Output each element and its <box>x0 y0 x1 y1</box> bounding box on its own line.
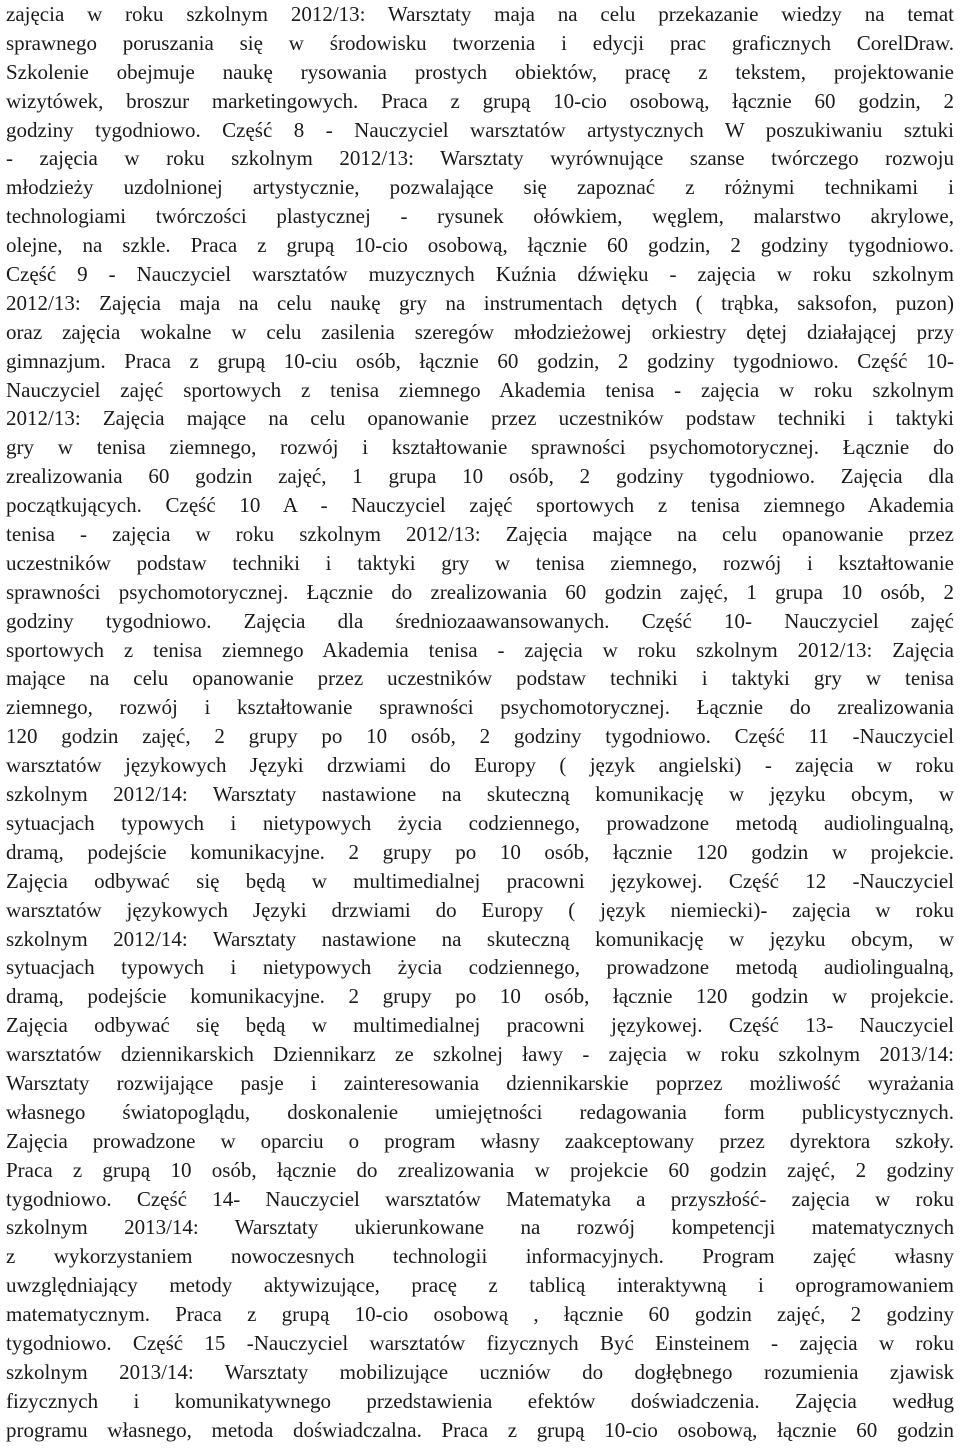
text-line: warsztatów językowych Języki drzwiami do Europy ( język angielski) - zajęcia w roku <box>6 753 954 778</box>
text-line: godziny tygodniowo. Część 8 - Nauczyciel warsztatów artystycznych W poszukiwaniu sztuki <box>6 117 954 142</box>
text-line: matematycznym. Praca z grupą 10-cio osobową , łącznie 60 godzin zajęć, 2 godziny <box>6 1302 954 1327</box>
text-line: dramą, podejście komunikacyjne. 2 grupy po 10 osób, łącznie 120 godzin w projekcie. <box>6 839 954 864</box>
text-line: warsztatów językowych Języki drzwiami do Europy ( język niemiecki)- zajęcia w roku <box>6 897 954 922</box>
text-line: - zajęcia w roku szkolnym 2012/13: Warsztaty wyrównujące szanse twórczego rozwoju <box>6 146 954 171</box>
text-line: uwzględniający metody aktywizujące, pracę z tablicą interaktywną i oprogramowaniem <box>6 1273 954 1298</box>
text-line: szkolnym 2012/14: Warsztaty nastawione na skuteczną komunikację w języku obcym, w <box>6 782 954 807</box>
text-line: szkolnym 2012/14: Warsztaty nastawione na skuteczną komunikację w języku obcym, w <box>6 926 954 951</box>
text-line: z wykorzystaniem nowoczesnych technologii informacyjnych. Program zajęć własny <box>6 1244 954 1269</box>
text-line: zrealizowania 60 godzin zajęć, 1 grupa 10 osób, 2 godziny tygodniowo. Zajęcia dla <box>6 464 954 489</box>
text-line: początkujących. Część 10 A - Nauczyciel zajęć sportowych z tenisa ziemnego Akademia <box>6 493 954 518</box>
text-line: Szkolenie obejmuje naukę rysowania prostych obiektów, pracę z tekstem, projektowanie <box>6 59 954 84</box>
text-line: sytuacjach typowych i nietypowych życia codziennego, prowadzone metodą audiolingualną, <box>6 955 954 980</box>
text-line: szkolnym 2013/14: Warsztaty mobilizujące uczniów do dogłębnego rozumienia zjawisk <box>6 1359 954 1384</box>
text-line: Część 9 - Nauczyciel warsztatów muzycznych Kuźnia dźwięku - zajęcia w roku szkolnym <box>6 262 954 287</box>
text-line: uczestników podstaw techniki i taktyki gry w tenisa ziemnego, rozwój i kształtowanie <box>6 550 954 575</box>
text-line: Nauczyciel zajęć sportowych z tenisa ziemnego Akademia tenisa - zajęcia w roku szkolnym <box>6 377 954 402</box>
text-line: zajęcia w roku szkolnym 2012/13: Warsztaty maja na celu przekazanie wiedzy na temat <box>6 2 954 26</box>
text-line: Warsztaty rozwijające pasje i zainteresowania dziennikarskie poprzez możliwość wyrażania <box>6 1070 954 1095</box>
text-line: sportowych z tenisa ziemnego Akademia tenisa - zajęcia w roku szkolnym 2012/13: Zajęcia <box>6 637 954 662</box>
text-line: młodzieży uzdolnionej artystycznie, pozwalające się zapoznać z różnymi technikami i <box>6 175 954 200</box>
text-line: własnego światopoglądu, doskonalenie umiejętności redagowania form publicystycznych. <box>6 1099 954 1124</box>
text-line: godziny tygodniowo. Zajęcia dla średniozaawansowanych. Część 10- Nauczyciel zajęć <box>6 608 954 633</box>
text-line: tygodniowo. Część 15 -Nauczyciel warsztatów fizycznych Być Einsteinem - zajęcia w roku <box>6 1330 954 1355</box>
text-line: gry w tenisa ziemnego, rozwój i kształtowanie sprawności psychomotorycznej. Łącznie do <box>6 435 954 460</box>
text-line: wizytówek, broszur marketingowych. Praca z grupą 10-cio osobową, łącznie 60 godzin, 2 <box>6 88 954 113</box>
text-line: technologiami twórczości plastycznej - rysunek ołówkiem, węglem, malarstwo akrylowe, <box>6 204 954 229</box>
text-line: 2012/13: Zajęcia mające na celu opanowanie przez uczestników podstaw techniki i taktyki <box>6 406 954 431</box>
body-text <box>6 0 954 1445</box>
text-line: warsztatów dziennikarskich Dziennikarz ze szkolnej ławy - zajęcia w roku szkolnym 2013/14: <box>6 1042 954 1067</box>
text-line: fizycznych i komunikatywnego przedstawienia efektów doświadczenia. Zajęcia według <box>6 1388 954 1413</box>
text-line: sytuacjach typowych i nietypowych życia codziennego, prowadzone metodą audiolingualną, <box>6 810 954 835</box>
text-line: tygodniowo. Część 14- Nauczyciel warsztatów Matematyka a przyszłość- zajęcia w roku <box>6 1186 954 1211</box>
text-line: dramą, podejście komunikacyjne. 2 grupy po 10 osób, łącznie 120 godzin w projekcie. <box>6 984 954 1009</box>
text-line: Praca z grupą 10 osób, łącznie do zrealizowania w projekcie 60 godzin zajęć, 2 godziny <box>6 1157 954 1182</box>
text-line: Zajęcia odbywać się będą w multimedialnej pracowni językowej. Część 12 -Nauczyciel <box>6 868 954 893</box>
text-line: sprawnego poruszania się w środowisku tworzenia i edycji prac graficznych CorelDraw. <box>6 30 954 55</box>
text-line: sprawności psychomotorycznej. Łącznie do zrealizowania 60 godzin zajęć, 1 grupa 10 osób, 2 <box>6 579 954 604</box>
text-line: oraz zajęcia wokalne w celu zasilenia szeregów młodzieżowej orkiestry dętej działającej przy <box>6 319 954 344</box>
text-line: programu własnego, metoda doświadczalna. Praca z grupą 10-cio osobową, łącznie 60 godzin <box>6 1417 954 1442</box>
text-line: mające na celu opanowanie przez uczestników podstaw techniki i taktyki gry w tenisa <box>6 666 954 691</box>
text-line: 2012/13: Zajęcia maja na celu naukę gry na instrumentach dętych ( trąbka, saksofon, puzon) <box>6 290 954 315</box>
text-line: tenisa - zajęcia w roku szkolnym 2012/13: Zajęcia mające na celu opanowanie przez <box>6 522 954 547</box>
document-page <box>6 0 954 1448</box>
text-line: ziemnego, rozwój i kształtowanie sprawności psychomotorycznej. Łącznie do zrealizowania <box>6 695 954 720</box>
text-line: Zajęcia prowadzone w oparciu o program własny zaakceptowany przez dyrektora szkoły. <box>6 1128 954 1153</box>
text-line: 120 godzin zajęć, 2 grupy po 10 osób, 2 godziny tygodniowo. Część 11 -Nauczyciel <box>6 724 954 749</box>
text-line: Zajęcia odbywać się będą w multimedialnej pracowni językowej. Część 13- Nauczyciel <box>6 1013 954 1038</box>
text-line: gimnazjum. Praca z grupą 10-ciu osób, łącznie 60 godzin, 2 godziny tygodniowo. Część 10- <box>6 348 954 373</box>
text-line: szkolnym 2013/14: Warsztaty ukierunkowane na rozwój kompetencji matematycznych <box>6 1215 954 1240</box>
text-line: olejne, na szkle. Praca z grupą 10-cio osobową, łącznie 60 godzin, 2 godziny tygodniowo. <box>6 233 954 258</box>
